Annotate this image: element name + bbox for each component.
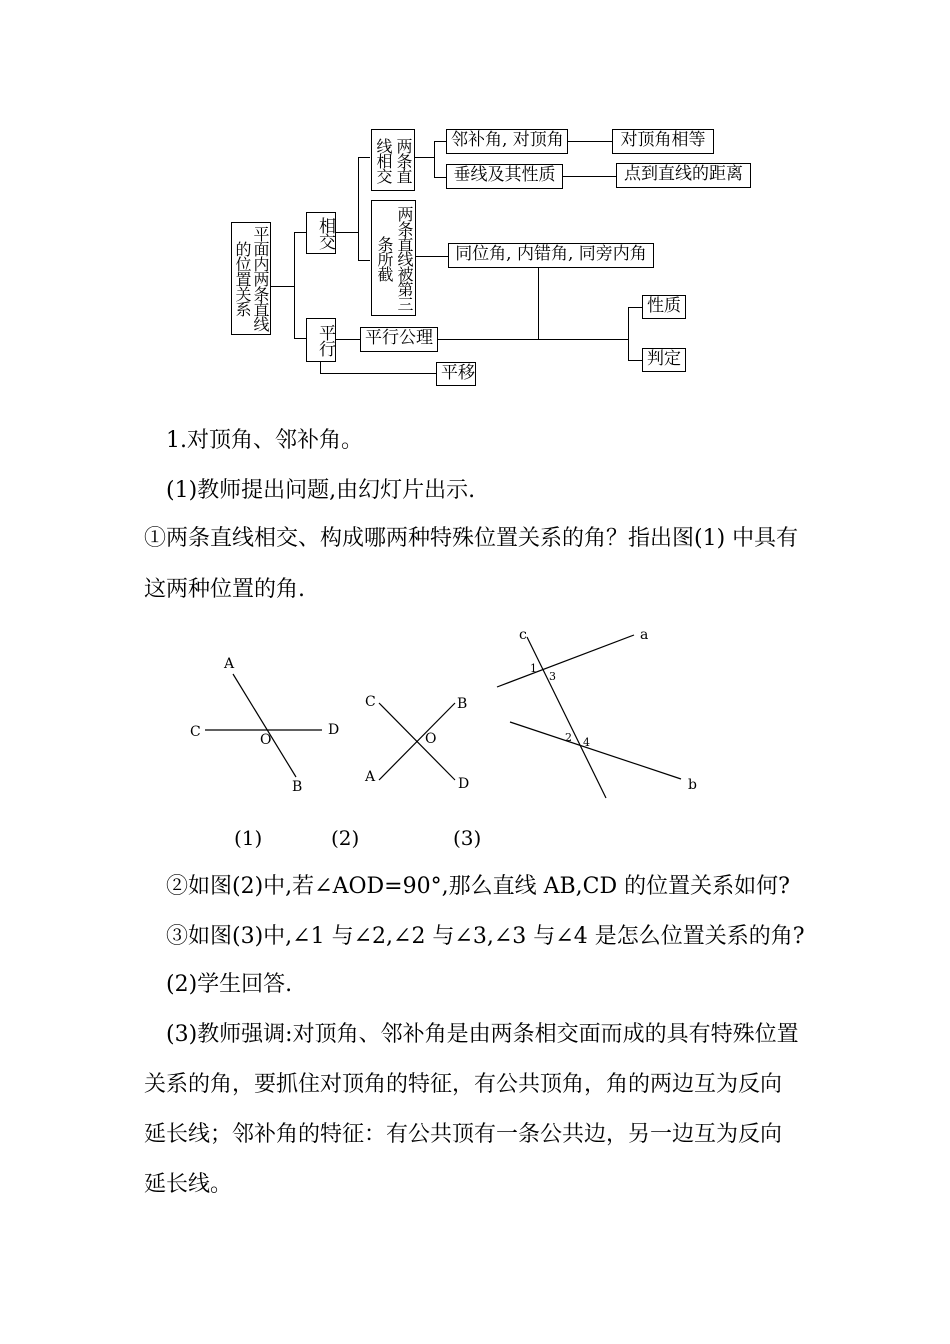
connector: [270, 286, 294, 287]
connector: [294, 232, 306, 233]
connector: [416, 256, 448, 257]
connector: [563, 176, 616, 177]
map-root: 平面内两条直线的位置关系: [231, 222, 271, 335]
fig1-caption: (1): [234, 826, 263, 850]
fig3-line-a: [497, 635, 634, 687]
map-judgement: 判定: [642, 348, 686, 372]
map-parallel: 平行: [306, 318, 336, 362]
connector: [628, 307, 642, 308]
paragraph-student-answer: (2)学生回答.: [166, 972, 293, 997]
question-3: ③如图(3)中,∠1 与∠2,∠2 与∠3,∠3 与∠4 是怎么位置关系的角?: [166, 924, 805, 949]
fig3-caption: (3): [453, 826, 482, 850]
connector: [434, 141, 435, 177]
connector: [358, 157, 370, 158]
fig2-caption: (2): [331, 826, 360, 850]
connector: [294, 338, 306, 339]
fig3-angle-3: 3: [549, 670, 556, 683]
question-1-line2: 这两种位置的角.: [144, 577, 305, 602]
connector: [568, 141, 612, 142]
fig1-line-ab: [233, 674, 296, 777]
fig2-label-o: O: [425, 731, 437, 747]
fig3-angle-4: 4: [583, 736, 590, 749]
map-adjacent-vertical: 邻补角, 对顶角: [446, 129, 568, 154]
paragraph-teacher-question: (1)教师提出问题,由幻灯片出示.: [166, 478, 476, 503]
connector: [438, 339, 628, 340]
question-2: ②如图(2)中,若∠AOD=90°,那么直线 AB,CD 的位置关系如何?: [166, 874, 790, 899]
connector: [538, 268, 539, 339]
geometry-figures: [0, 620, 950, 800]
fig2-label-b: B: [457, 696, 468, 712]
paragraph-emphasis-line4: 延长线。: [144, 1172, 233, 1197]
connector: [336, 232, 358, 233]
fig2-label-a: A: [365, 769, 376, 785]
map-three-lines: 两条直线被第三条所截: [371, 200, 416, 316]
connector: [336, 339, 360, 340]
map-two-lines: 两条直线相交: [371, 129, 415, 191]
fig3-label-c: c: [519, 627, 527, 643]
connector: [628, 360, 642, 361]
fig3-label-a: a: [640, 627, 649, 643]
fig2-label-c: C: [365, 694, 376, 710]
fig3-label-b: b: [688, 777, 697, 793]
fig1-label-b: B: [292, 779, 303, 795]
connector: [414, 157, 434, 158]
heading-vertical-adjacent: 1.对顶角、邻补角。: [166, 428, 363, 453]
fig3-angle-2: 2: [565, 731, 572, 744]
map-angles-three: 同位角, 内错角, 同旁内角: [448, 243, 654, 268]
fig1-label-d: D: [328, 722, 340, 738]
connector: [294, 232, 295, 338]
map-property: 性质: [642, 295, 686, 319]
map-translation: 平移: [436, 362, 476, 386]
fig1-label-a: A: [224, 656, 235, 672]
fig3-angle-1: 1: [530, 662, 537, 675]
map-vertical-equal: 对顶角相等: [612, 129, 714, 154]
map-perpendicular: 垂线及其性质: [446, 164, 563, 189]
question-1-line1: ①两条直线相交、构成哪两种特殊位置关系的角？指出图(1) 中具有: [144, 526, 799, 551]
connector: [434, 141, 446, 142]
map-intersect: 相交: [306, 212, 336, 254]
fig1-label-o: O: [260, 732, 272, 748]
map-parallel-axiom: 平行公理: [360, 327, 438, 352]
connector: [320, 373, 436, 374]
fig1-label-c: C: [190, 724, 201, 740]
fig3-line-b: [510, 722, 681, 779]
fig2-label-d: D: [458, 776, 470, 792]
connector: [320, 361, 321, 373]
connector: [628, 307, 629, 360]
paragraph-emphasis-line2: 关系的角，要抓住对顶角的特征，有公共顶角，角的两边互为反向: [144, 1072, 783, 1097]
connector: [434, 177, 446, 178]
paragraph-emphasis-line1: (3)教师强调:对顶角、邻补角是由两条相交面而成的具有特殊位置: [166, 1022, 799, 1047]
map-point-distance: 点到直线的距离: [616, 163, 751, 188]
connector: [358, 260, 370, 261]
paragraph-emphasis-line3: 延长线；邻补角的特征：有公共顶有一条公共边，另一边互为反向: [144, 1122, 783, 1147]
connector: [358, 157, 359, 260]
